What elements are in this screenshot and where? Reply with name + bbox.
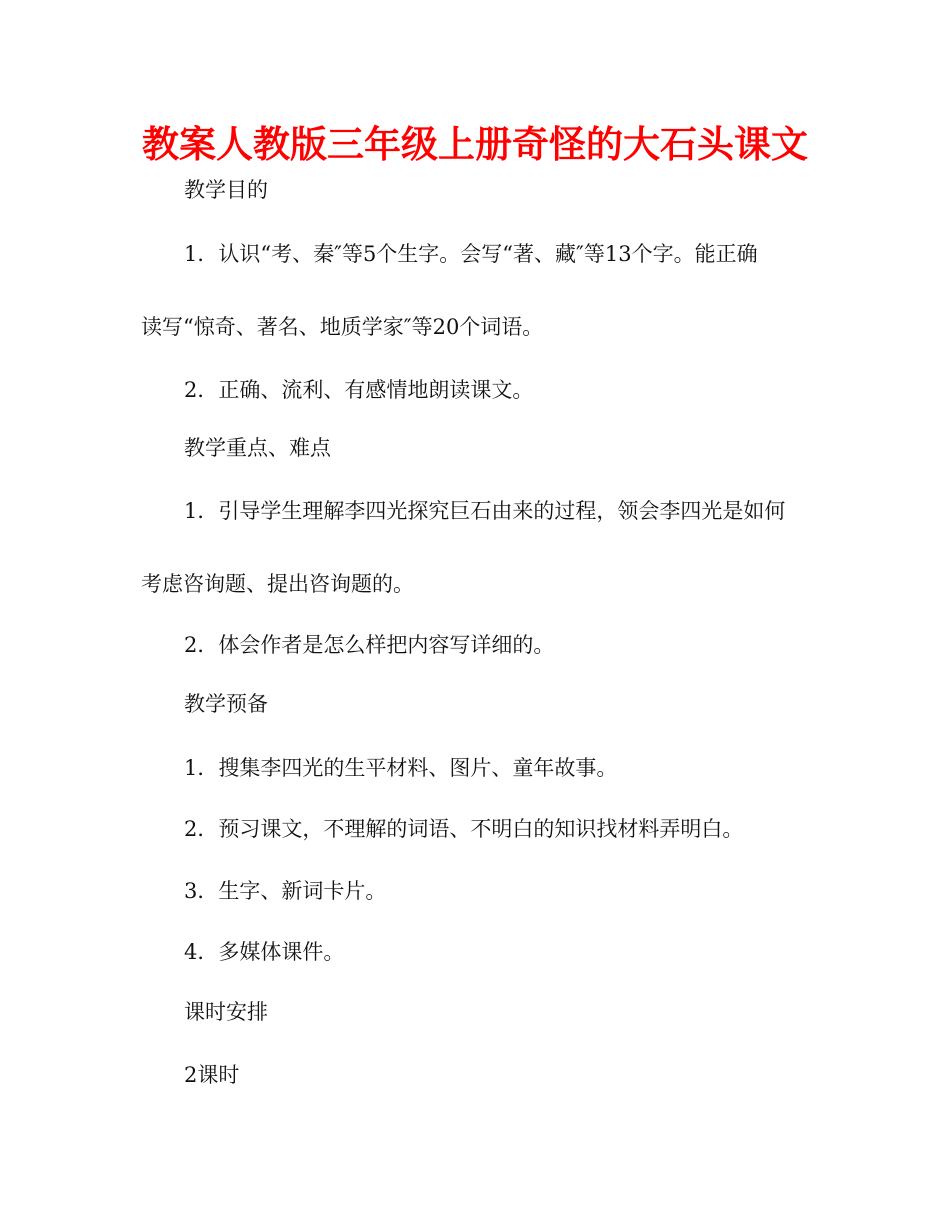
paragraph-line: 2．体会作者是怎么样把内容写详细的。 bbox=[184, 633, 555, 657]
section-heading-schedule: 课时安排 bbox=[184, 1000, 268, 1024]
paragraph-line: 2．正确、流利、有感情地朗读课文。 bbox=[184, 378, 534, 402]
paragraph-line: 3．生字、新词卡片。 bbox=[184, 879, 387, 903]
paragraph-line: 4．多媒体课件。 bbox=[184, 940, 345, 964]
paragraph-line: 2．预习课文，不理解的词语、不明白的知识找材料弄明白。 bbox=[184, 817, 744, 841]
section-heading-key-points: 教学重点、难点 bbox=[184, 436, 331, 460]
paragraph-line: 1．搜集李四光的生平材料、图片、童年故事。 bbox=[184, 756, 618, 780]
page-title: 教案人教版三年级上册奇怪的大石头课文 bbox=[142, 123, 808, 166]
paragraph-line: 2课时 bbox=[184, 1063, 240, 1087]
paragraph-line: 读写“惊奇、著名、地质学家″等20个词语。 bbox=[141, 315, 544, 339]
paragraph-line: 1．引导学生理解李四光探究巨石由来的过程，领会李四光是如何 bbox=[184, 499, 786, 523]
paragraph-line: 考虑咨询题、提出咨询题的。 bbox=[141, 572, 414, 596]
section-heading-preparation: 教学预备 bbox=[184, 692, 268, 716]
section-heading-objectives: 教学目的 bbox=[184, 178, 268, 202]
paragraph-line: 1．认识“考、秦″等5个生字。会写“著、藏″等13个字。能正确 bbox=[184, 242, 758, 266]
